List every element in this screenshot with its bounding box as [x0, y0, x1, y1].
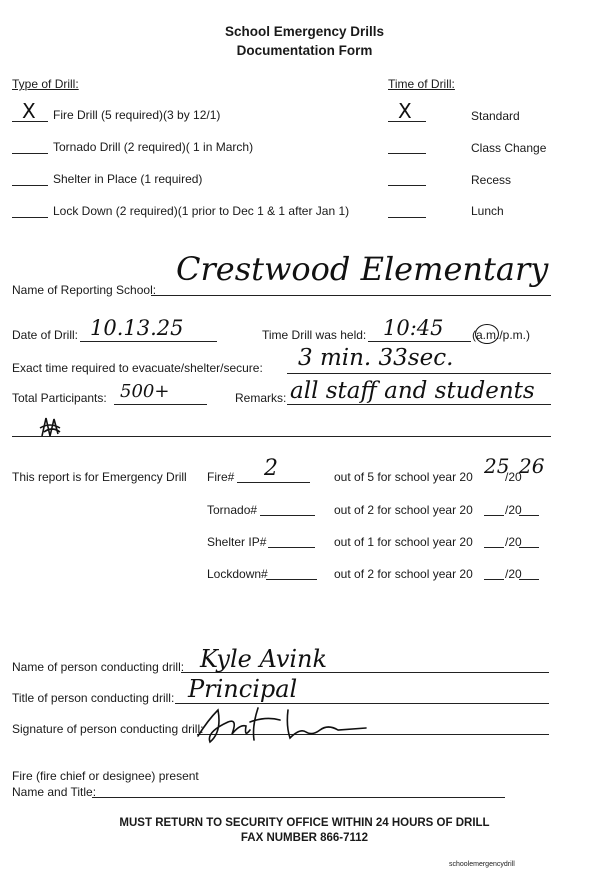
shelter-drill-label: Shelter in Place (1 required): [53, 172, 203, 186]
shelter-drill-blank[interactable]: [12, 185, 48, 186]
fire-count-field[interactable]: [237, 482, 310, 483]
emergency-label: This report is for Emergency Drill: [12, 470, 187, 484]
signature-label: Signature of person conducting drill:: [12, 722, 204, 736]
time-held-field[interactable]: [368, 341, 471, 342]
time-held-value: 10:45: [383, 316, 444, 340]
ampm-label: (a.m./p.m.): [472, 328, 531, 342]
date-label: Date of Drill:: [12, 328, 79, 342]
scribble-mark: [36, 414, 66, 440]
type-of-drill-heading: Type of Drill:: [12, 77, 79, 91]
tornado-year-end[interactable]: [519, 515, 539, 516]
fire-year-start: 25: [484, 454, 510, 478]
standard-label: Standard: [471, 109, 520, 123]
shelter-year-sep: /20: [505, 535, 522, 549]
fire-chief-line1: Fire (fire chief or designee) present: [12, 769, 199, 783]
lockdown-count-field[interactable]: [266, 579, 317, 580]
lunch-blank[interactable]: [388, 217, 426, 218]
fire-count-label: Fire#: [207, 470, 235, 484]
conductor-name-label: Name of person conducting drill:: [12, 660, 185, 674]
evacuate-value: 3 min. 33sec.: [298, 345, 454, 371]
tornado-count-field[interactable]: [260, 515, 315, 516]
signature-image: [188, 702, 388, 748]
tornado-drill-blank[interactable]: [12, 153, 48, 154]
tornado-year-start[interactable]: [484, 515, 504, 516]
lockdown-year-start[interactable]: [484, 579, 504, 580]
evacuate-label: Exact time required to evacuate/shelter/secure:: [12, 361, 263, 375]
conductor-title-value: Principal: [188, 675, 298, 703]
lockdown-year-sep: /20: [505, 567, 522, 581]
lunch-label: Lunch: [471, 204, 504, 218]
form-title-line2: Documentation Form: [236, 43, 373, 58]
shelter-count-field[interactable]: [268, 547, 315, 548]
fire-year-end: 26: [519, 454, 545, 478]
lockdown-year-text: out of 2 for school year 20: [334, 567, 473, 581]
standard-mark: X: [398, 99, 412, 123]
conductor-name-value: Kyle Avink: [200, 645, 328, 673]
fire-chief-field[interactable]: [92, 797, 505, 798]
shelter-year-start[interactable]: [484, 547, 504, 548]
lockdown-year-end[interactable]: [519, 579, 539, 580]
tornado-year-sep: /20: [505, 503, 522, 517]
remarks-value: all staff and students: [290, 378, 535, 404]
tornado-drill-label: Tornado Drill (2 required)( 1 in March): [53, 140, 254, 154]
participants-field[interactable]: [114, 404, 207, 405]
fire-drill-label: Fire Drill (5 required)(3 by 12/1): [53, 108, 221, 122]
lockdown-drill-blank[interactable]: [12, 217, 48, 218]
am-circle: [475, 324, 499, 344]
fire-year-sep: /20: [505, 470, 522, 484]
recess-blank[interactable]: [388, 185, 426, 186]
participants-label: Total Participants:: [12, 391, 107, 405]
lockdown-drill-label: Lock Down (2 required)(1 prior to Dec 1 & 1 after Jan 1): [53, 204, 350, 218]
class-change-label: Class Change: [471, 141, 547, 155]
tornado-year-text: out of 2 for school year 20: [334, 503, 473, 517]
school-value: Crestwood Elementary: [176, 250, 549, 288]
tornado-count-label: Tornado#: [207, 503, 258, 517]
fire-count-value: 2: [264, 456, 278, 481]
evacuate-field[interactable]: [287, 373, 551, 374]
shelter-year-end[interactable]: [519, 547, 539, 548]
time-of-drill-heading: Time of Drill:: [388, 77, 455, 91]
file-tag: schoolemergencydrill: [449, 861, 515, 868]
footer-line2: FAX NUMBER 866-7112: [240, 832, 369, 844]
fire-year-text: out of 5 for school year 20: [334, 470, 473, 484]
date-field[interactable]: [80, 341, 217, 342]
remarks-continuation-line[interactable]: [12, 436, 551, 437]
participants-value: 500+: [120, 381, 170, 402]
remarks-label: Remarks:: [235, 391, 287, 405]
class-change-blank[interactable]: [388, 153, 426, 154]
time-held-label: Time Drill was held:: [262, 328, 367, 342]
form-title-line1: School Emergency Drills: [224, 24, 385, 39]
fire-chief-line2: Name and Title:: [12, 785, 97, 799]
fire-drill-mark: X: [22, 99, 36, 123]
conductor-title-label: Title of person conducting drill:: [12, 691, 175, 705]
school-label: Name of Reporting School:: [12, 283, 157, 297]
date-value: 10.13.25: [90, 316, 184, 340]
footer-line1: MUST RETURN TO SECURITY OFFICE WITHIN 24 HOURS OF DRILL: [119, 817, 490, 829]
school-field[interactable]: [151, 295, 551, 296]
remarks-field[interactable]: [287, 404, 551, 405]
shelter-year-text: out of 1 for school year 20: [334, 535, 473, 549]
shelter-count-label: Shelter IP#: [207, 535, 267, 549]
lockdown-count-label: Lockdown#: [207, 567, 268, 581]
recess-label: Recess: [471, 173, 512, 187]
